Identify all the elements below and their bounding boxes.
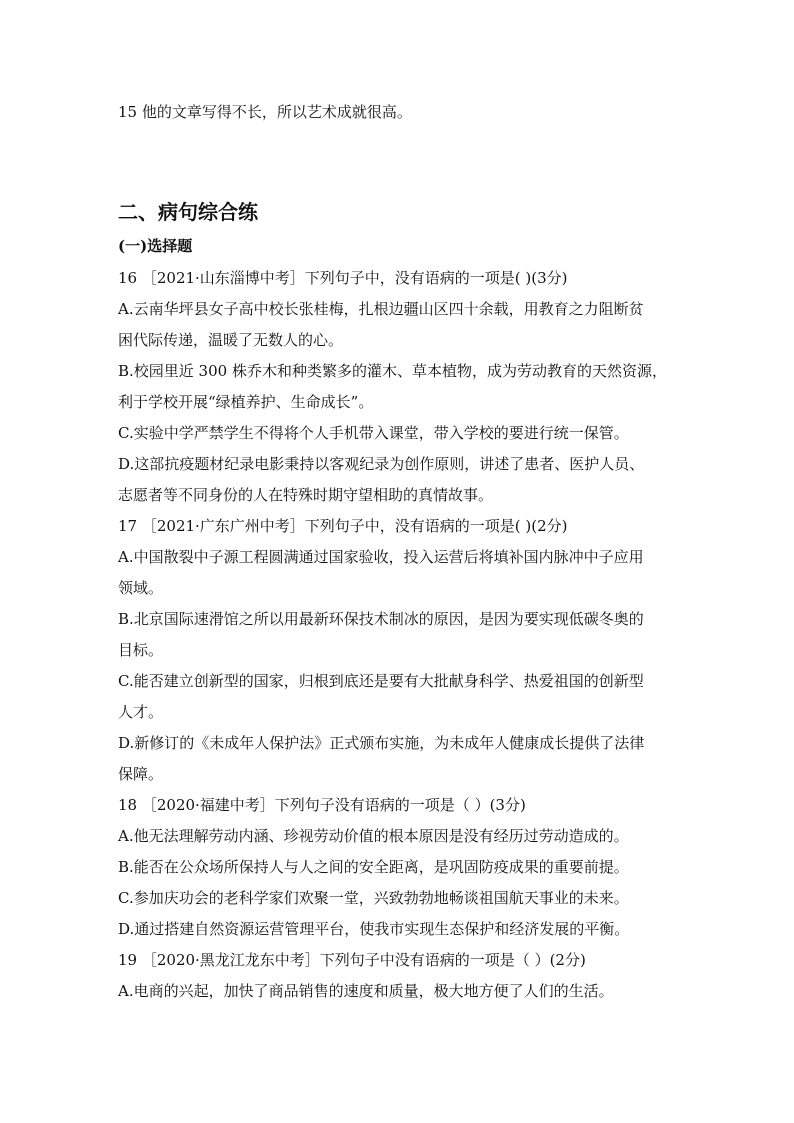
question-16-option-c-line1: C.实验中学严禁学生不得将个人手机带入课堂，带入学校的要进行统一保管。 — [118, 424, 629, 442]
question-16-option-d-line2: 志愿者等不同身份的人在特殊时期守望相助的真情故事。 — [118, 486, 494, 504]
question-17-option-c-line1: C.能否建立创新型的国家，归根到底还是要有大批献身科学、热爱祖国的创新型 — [118, 672, 644, 690]
question-18-option-a-line1: A.他无法理解劳动内涵、珍视劳动价值的根本原因是没有经历过劳动造成的。 — [118, 827, 629, 845]
question-17-stem: 17 ［2021·广东广州中考］下列句子中，没有语病的一项是( )(2分) — [118, 517, 568, 535]
question-16-stem: 16 ［2021·山东淄博中考］下列句子中，没有语病的一项是( )(3分) — [118, 269, 568, 287]
question-17-option-a-line1: A.中国散裂中子源工程圆满通过国家验收，投入运营后将填补国内脉冲中子应用 — [118, 548, 644, 566]
question-17-option-d-line2: 保障。 — [118, 765, 164, 783]
question-19-option-a-line1: A.电商的兴起，加快了商品销售的速度和质量，极大地方便了人们的生活。 — [118, 982, 614, 1000]
question-16-option-a-line1: A.云南华坪县女子高中校长张桂梅，扎根边疆山区四十余载，用教育之力阻断贫 — [118, 300, 644, 318]
question-18-stem: 18 ［2020·福建中考］下列句子没有语病的一项是（ ）(3分) — [118, 796, 526, 814]
question-16-option-a-line2: 困代际传递，温暖了无数人的心。 — [118, 331, 344, 349]
section-title: 二、病句综合练 — [118, 200, 258, 224]
question-18-option-b-line1: B.能否在公众场所保持人与人之间的安全距离，是巩固防疫成果的重要前提。 — [118, 858, 629, 876]
question-17-option-c-line2: 人才。 — [118, 703, 164, 721]
question-18-option-c-line1: C.参加庆功会的老科学家们欢聚一堂，兴致勃勃地畅谈祖国航天事业的未来。 — [118, 889, 629, 907]
question-16-option-b-line2: 利于学校开展“绿植养护、生命成长”。 — [118, 393, 374, 411]
question-18-option-d-line1: D.通过搭建自然资源运营管理平台，使我市实现生态保护和经济发展的平衡。 — [118, 920, 630, 938]
question-17-option-b-line1: B.北京国际速滑馆之所以用最新环保技术制冰的原因，是因为要实现低碳冬奥的 — [118, 610, 644, 628]
question-15-text: 15 他的文章写得不长，所以艺术成就很高。 — [118, 103, 412, 121]
section-subtitle: (一)选择题 — [118, 237, 193, 255]
question-16-option-b-line1: B.校园里近 300 株乔木和种类繁多的灌木、草本植物，成为劳动教育的天然资源， — [118, 362, 667, 380]
question-17-option-a-line2: 领域。 — [118, 579, 164, 597]
question-17-option-d-line1: D.新修订的《未成年人保护法》正式颁布实施，为未成年人健康成长提供了法律 — [118, 734, 645, 752]
question-16-option-d-line1: D.这部抗疫题材纪录电影秉持以客观纪录为创作原则，讲述了患者、医护人员、 — [118, 455, 645, 473]
question-19-stem: 19 ［2020·黑龙江龙东中考］下列句子中没有语病的一项是（ ）(2分) — [118, 951, 586, 969]
question-17-option-b-line2: 目标。 — [118, 641, 164, 659]
